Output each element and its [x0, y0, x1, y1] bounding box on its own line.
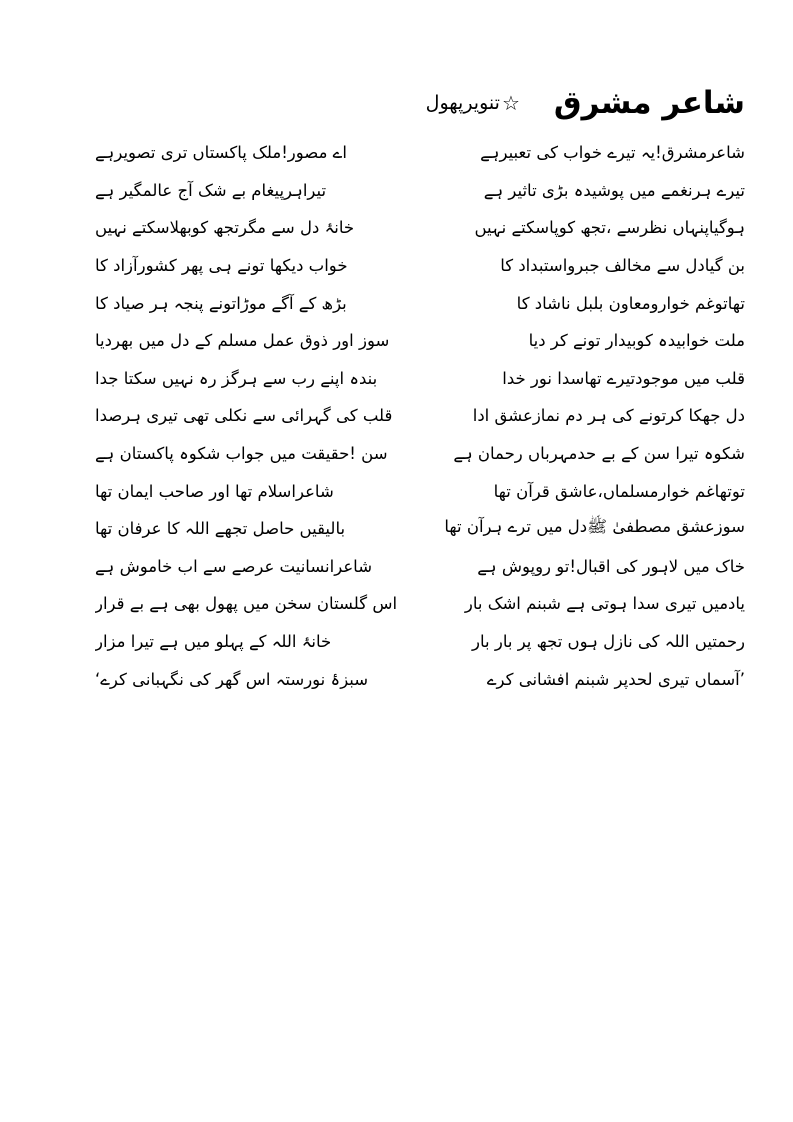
verse-first-line: خاک میں لاہور کی اقبال!تو روپوش ہے [477, 556, 745, 576]
verse-row [95, 322, 745, 360]
verse-row [95, 660, 745, 698]
verse-first-line: ہوگیاپنہاں نظرسے ،تجھ کوپاسکتے نہیں [474, 218, 745, 238]
verse-first-line: سوزعشق مصطفیٰ ﷺدل میں ترے ہرآن تھا [444, 516, 745, 536]
title-row [380, 78, 745, 128]
verse-first-line: تیرے ہرنغمے میں پوشیدہ بڑی تاثیر ہے [483, 180, 745, 200]
verse-first-line: بن گیادل سے مخالف جبرواستبداد کا [500, 256, 745, 276]
verse-second-line: شاعراسلام تھا اور صاحب ایمان تھا [95, 481, 334, 501]
verse-first-line: شاعرمشرق!یہ تیرے خواب کی تعبیرہے [480, 143, 745, 163]
verse-row [95, 435, 745, 473]
verse-second-line: بڑھ کے آگے موڑاتونے پنجہ ہر صیاد کا [95, 293, 347, 313]
verse-row [95, 548, 745, 586]
verse-row [95, 209, 745, 247]
verse-row [95, 134, 745, 172]
verse-first-line: شکوہ تیرا سن کے بے حدمہرباں رحمان ہے [453, 444, 745, 464]
verse-first-line: توتھاغم خوارمسلماں،عاشق قرآن تھا [493, 481, 745, 501]
verse-second-line: خواب دیکھا تونے ہی پھر کشورآزاد کا [95, 256, 348, 276]
verse-first-line: قلب میں موجودتیرے تھاسدا نور خدا [502, 368, 745, 388]
verse-second-line: سبزۂ نورستہ اس گھر کی نگہبانی کرے‘ [95, 669, 369, 689]
star-outline-icon: ☆ [501, 91, 520, 115]
verse-second-line: قلب کی گہرائی سے نکلی تھی تیری ہرصدا [95, 406, 393, 426]
verse-row [95, 623, 745, 661]
verse-second-line: سوز اور ذوق عمل مسلم کے دل میں بھردیا [95, 331, 390, 351]
verse-row [95, 510, 745, 548]
verse-list [95, 134, 745, 698]
verse-first-line: یادمیں تیری سدا ہوتی ہے شبنم اشک بار [464, 594, 745, 614]
verse-second-line: اے مصور!ملک پاکستاں تری تصویرہے [95, 143, 347, 163]
poem-title: شاعر مشرق [553, 85, 745, 121]
verse-row [95, 172, 745, 210]
verse-second-line: سن !حقیقت میں جواب شکوہ پاکستان ہے [95, 444, 388, 464]
verse-second-line: تیراہرپیغام بے شک آج عالمگیر ہے [95, 180, 327, 200]
verse-row [95, 284, 745, 322]
verse-row [95, 585, 745, 623]
verse-second-line: خانۂ اللہ کے پہلو میں ہے تیرا مزار [95, 632, 332, 652]
verse-first-line: ملت خوابیدہ کوبیدار تونے کر دیا [528, 331, 745, 351]
verse-second-line: شاعرانسانیت عرصے سے اب خاموش ہے [95, 556, 373, 576]
author-line [426, 91, 520, 115]
verse-row [95, 247, 745, 285]
verse-first-line: تھاتوغم خوارومعاون بلبل ناشاد کا [516, 293, 745, 313]
verse-second-line: اس گلستان سخن میں پھول بھی ہے بے قرار [95, 594, 398, 614]
verse-first-line: رحمتیں اللہ کی نازل ہوں تجھ پر بار بار [472, 632, 745, 652]
author-name: تنویرپھول [425, 92, 500, 114]
verse-row [95, 472, 745, 510]
verse-row [95, 397, 745, 435]
verse-second-line: خانۂ دل سے مگرتجھ کوبھلاسکتے نہیں [95, 218, 355, 238]
verse-first-line: دل جھکا کرتونے کی ہر دم نمازعشق ادا [472, 406, 745, 426]
verse-row [95, 360, 745, 398]
verse-second-line: بالیقیں حاصل تجھے اللہ کا عرفان تھا [95, 519, 346, 539]
verse-first-line: ’آسماں تیری لحدپر شبنم افشانی کرے [486, 669, 745, 689]
verse-second-line: بندہ اپنے رب سے ہرگز رہ نہیں سکتا جدا [95, 368, 378, 388]
